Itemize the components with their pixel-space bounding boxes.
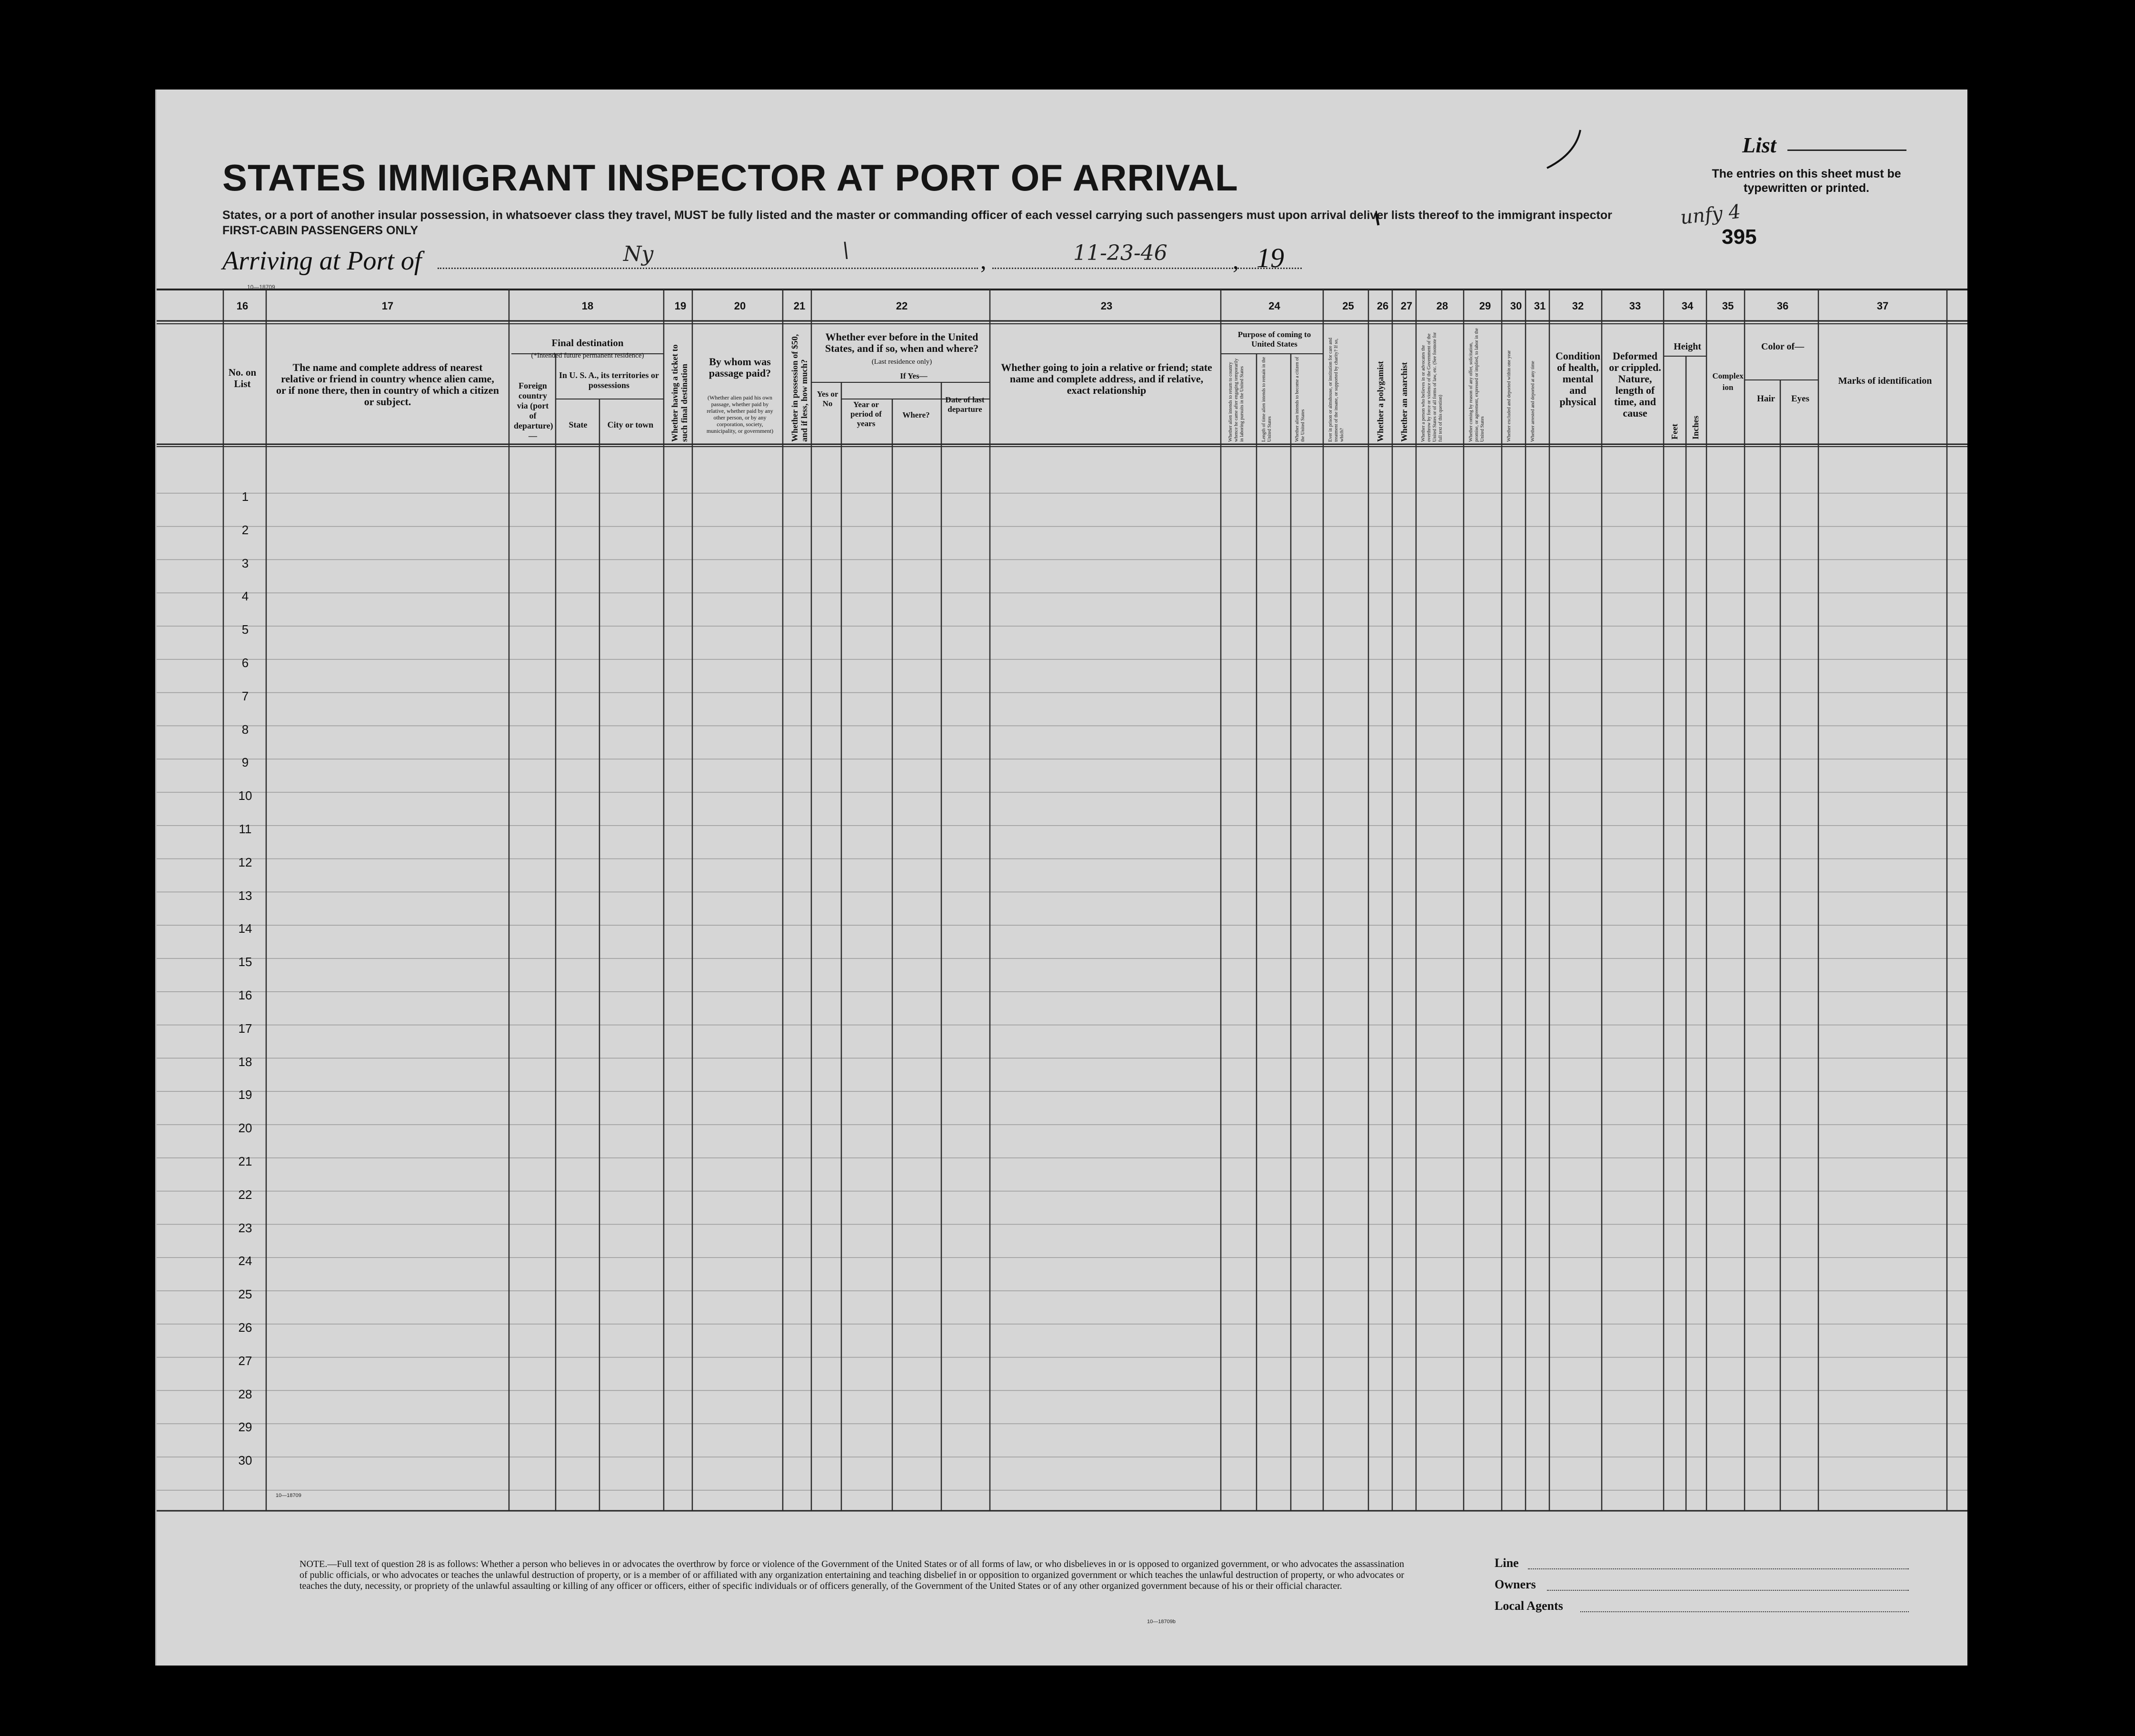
- col-number-34: 34: [1681, 300, 1694, 312]
- header-hair: Hair: [1757, 394, 1775, 404]
- handwritten-port: Ny: [623, 242, 654, 266]
- col-number-29: 29: [1479, 300, 1491, 312]
- header-health: Condition of health, mental and physical: [1555, 350, 1601, 408]
- col-number-26: 26: [1377, 300, 1389, 312]
- row-number: 11: [239, 822, 252, 836]
- header-feet: Feet: [1670, 424, 1679, 439]
- header-inches: Inches: [1691, 415, 1700, 439]
- row-number: 24: [238, 1254, 252, 1268]
- row-number: 14: [238, 921, 252, 936]
- row-number: 1: [241, 489, 249, 504]
- table-grid: [157, 90, 1967, 1666]
- header-foreign-country: Foreign country via (port of departure)—: [514, 381, 553, 440]
- header-final-destination: Final destination: [551, 337, 624, 349]
- header-last-departure: Date of last departure: [945, 395, 985, 414]
- row-number: 20: [238, 1121, 252, 1136]
- row-number: 25: [238, 1287, 252, 1302]
- header-marks: Marks of identification: [1838, 376, 1932, 386]
- line-field: [1528, 1568, 1909, 1569]
- row-number: 3: [241, 556, 249, 570]
- row-number: 18: [238, 1054, 252, 1069]
- header-excluded: Whether excluded and deported within one year: [1506, 350, 1512, 442]
- year-label: 19: [1257, 242, 1284, 273]
- local-agents-field: [1580, 1611, 1909, 1612]
- local-agents-label: Local Agents: [1495, 1599, 1563, 1613]
- handwritten-margin-note: unfy 4: [1679, 200, 1742, 229]
- col-number-24: 24: [1268, 300, 1280, 312]
- passenger-class-line: FIRST-CABIN PASSENGERS ONLY: [222, 224, 419, 237]
- row-number: 16: [238, 988, 252, 1002]
- line-label: Line: [1495, 1556, 1519, 1570]
- header-passage-paid: By whom was passage paid?: [708, 356, 771, 379]
- row-number: 9: [241, 755, 249, 770]
- row-number: 5: [241, 622, 249, 637]
- row-number: 4: [241, 589, 249, 604]
- header-no-on-list: No. on List: [228, 367, 257, 389]
- col-number-27: 27: [1400, 300, 1413, 312]
- row-number: 13: [238, 888, 252, 903]
- comma-separator: ,: [1233, 247, 1239, 274]
- col-number-17: 17: [381, 300, 394, 312]
- header-fifty-dollars: Whether in possession of $50, and if less, how much?: [790, 334, 809, 442]
- col-number-28: 28: [1436, 300, 1448, 312]
- header-final-destination-sub: (*Intended future permanent residence): [531, 352, 644, 359]
- form-code-top: 10—18709: [247, 284, 275, 290]
- col-number-37: 37: [1876, 300, 1889, 312]
- row-number: 8: [241, 722, 249, 737]
- header-last-residence: (Last residence only): [871, 358, 932, 366]
- handwritten-mark: \: [842, 238, 849, 262]
- col-number-18: 18: [581, 300, 594, 312]
- header-labor-offer: Whether coming by reason of any offer, solicitation, promise, or agreement, expressed or implied, to labor in the United States: [1468, 328, 1485, 442]
- row-number: 22: [238, 1187, 252, 1202]
- header-return-intent: Whether alien intends to return to country whence he came after engaging temporarily in laboring pursuits in the United States: [1228, 358, 1245, 442]
- header-nearest-relative: The name and complete address of nearest relative or friend in country whence alien came, or if none there, then in country of which a citizen or subject.: [276, 361, 499, 408]
- header-overthrow: Whether a person who believes in or advocates the overthrow by force or violence of the Government of the United States or of all forms of law, etc. (See footnote for full text of this question): [1421, 332, 1443, 442]
- footnote-question-28: NOTE.—Full text of question 28 is as follows: Whether a person who believes in or advocates the overthrow by force or violence of the Government of the United States or of all forms of law, or who disbelieves in or is opposed to organized government, or who advocates the assassination of public officials, or who advocates or teaches the unlawful destruction of property, or is a member of or affiliated with any organization entertaining and teaching disbelief in or opposition to organized government or which teaches the unlawful destruction of property, or who advocates or teaches the duty, necessity, or propriety of the unlawful assaulting or killing of any officer or officers, either of specific individuals or of officers generally, of the Government of the United States or of any other organized government because of his or their official character.: [299, 1559, 1404, 1591]
- row-number: 17: [238, 1021, 252, 1036]
- list-label: List: [1742, 133, 1776, 157]
- col-number-22: 22: [896, 300, 908, 312]
- col-number-36: 36: [1776, 300, 1789, 312]
- row-number: 23: [238, 1220, 252, 1235]
- form-code-bottom: 10—18709b: [1147, 1619, 1176, 1625]
- form-title: STATES IMMIGRANT INSPECTOR AT PORT OF ARRIVAL: [222, 157, 1238, 199]
- header-where: Where?: [902, 410, 930, 419]
- row-number: 27: [238, 1353, 252, 1368]
- header-city: City or town: [607, 420, 654, 429]
- row-number: 15: [238, 955, 252, 969]
- col-number-20: 20: [734, 300, 746, 312]
- header-deformed: Deformed or crippled. Nature, length of time, and cause: [1609, 350, 1661, 419]
- col-number-30: 30: [1510, 300, 1522, 312]
- col-number-32: 32: [1572, 300, 1584, 312]
- handwritten-date: 11-23-46: [1073, 241, 1167, 265]
- header-ever-before-us: Whether ever before in the United States, and if so, when and where?: [825, 331, 979, 354]
- instruction-line: States, or a port of another insular possession, in whatsoever class they travel, MUST be fully listed and the master or commanding officer of each vessel carrying such passengers must upon arrival deliver lists thereof to the immigrant inspector: [222, 209, 1612, 222]
- row-number: 2: [241, 522, 249, 537]
- col-number-35: 35: [1722, 300, 1734, 312]
- col-number-21: 21: [793, 300, 806, 312]
- row-number: 6: [241, 656, 249, 670]
- col-number-19: 19: [674, 300, 687, 312]
- header-passage-paid-note: (Whether alien paid his own passage, whether paid by relative, whether paid by any other person, or by any corporation, society, municipality, or government): [706, 394, 774, 434]
- header-join-relative: Whether going to join a relative or friend; state name and complete address, and if relative, exact relationship: [1001, 361, 1212, 396]
- arriving-label: Arriving at Port of: [222, 246, 422, 276]
- header-complexion: Complexion: [1712, 371, 1744, 392]
- col-number-23: 23: [1100, 300, 1113, 312]
- owners-label: Owners: [1495, 1577, 1536, 1591]
- row-number: 21: [238, 1154, 252, 1168]
- header-polygamist: Whether a polygamist: [1376, 361, 1385, 442]
- header-if-yes: If Yes—: [900, 371, 928, 380]
- sheet-number: 395: [1722, 225, 1757, 249]
- row-number: 12: [238, 855, 252, 869]
- header-deported: Whether arrested and deported at any time: [1530, 361, 1536, 442]
- header-anarchist: Whether an anarchist: [1399, 362, 1409, 442]
- col-number-33: 33: [1629, 300, 1641, 312]
- row-number: 30: [238, 1453, 252, 1468]
- header-state: State: [569, 420, 588, 429]
- header-length-of-stay: Length of time alien intends to remain in the United States: [1261, 357, 1272, 442]
- row-number: 19: [238, 1087, 252, 1102]
- header-citizen-intent: Whether alien intends to become a citizen of the United States: [1295, 357, 1306, 442]
- comma-separator: ,: [980, 247, 987, 274]
- header-year-period: Year or period of years: [850, 400, 882, 428]
- header-height: Height: [1674, 341, 1701, 352]
- col-number-16: 16: [236, 300, 249, 312]
- row-number: 7: [241, 688, 249, 703]
- col-number-25: 25: [1342, 300, 1354, 312]
- owners-field: [1547, 1590, 1909, 1591]
- entries-note: The entries on this sheet must be typewritten or printed.: [1712, 167, 1901, 195]
- header-yes-or-no: Yes or No: [817, 389, 838, 408]
- row-number: 28: [238, 1387, 252, 1401]
- manifest-sheet: [155, 90, 1967, 1666]
- row-number: 29: [238, 1420, 252, 1435]
- header-color-of: Color of—: [1761, 341, 1805, 352]
- header-in-usa: In U. S. A., its territories or possessions: [559, 370, 659, 390]
- header-purpose: Purpose of coming to United States: [1237, 330, 1311, 349]
- col-number-31: 31: [1534, 300, 1546, 312]
- header-ticket: Whether having a ticket to such final destination: [670, 344, 689, 442]
- header-eyes: Eyes: [1791, 394, 1809, 404]
- form-code-grid: 10—18709: [276, 1493, 301, 1498]
- row-number: 10: [238, 788, 252, 803]
- row-number: 26: [238, 1320, 252, 1335]
- header-prison-almshouse: Ever in prison or almshouse, or institution for care and treatment of the insane, or supported by charity? If so, which?: [1328, 338, 1345, 442]
